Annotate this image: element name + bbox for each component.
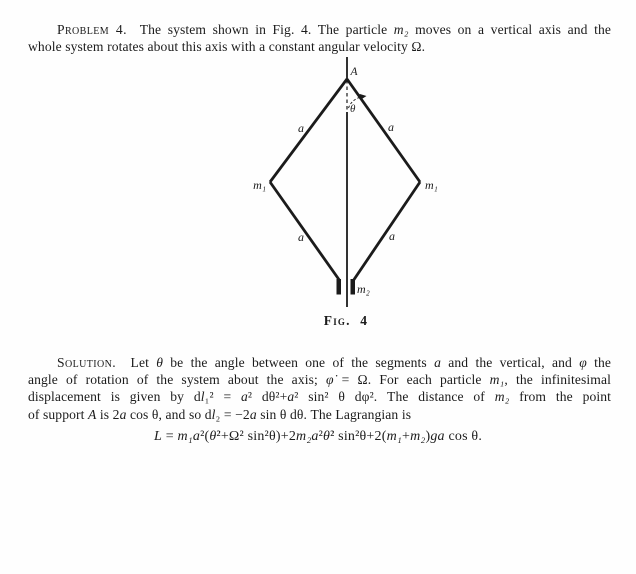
text-run: l xyxy=(200,389,205,405)
label-mass-m2: m₂ xyxy=(357,282,370,296)
text-run: m₁ xyxy=(489,372,505,388)
figure-caption: Fig. 4 xyxy=(323,313,369,328)
text-run: Solution. xyxy=(57,355,116,370)
text-line xyxy=(28,354,611,371)
text-run: sin θ dθ. The Lagrangian is xyxy=(256,406,412,422)
text-run: a xyxy=(119,406,127,422)
text-run: Let xyxy=(116,355,157,370)
text-run: Problem 4. xyxy=(57,22,127,37)
text-run: moves on a vertical axis and the xyxy=(408,22,612,37)
text-run: θ̇ xyxy=(323,429,331,444)
text-line xyxy=(28,38,611,55)
text-run: ² sin² θ dφ². The distance of xyxy=(294,389,495,405)
text-run: is 2 xyxy=(96,406,120,422)
text-run: = xyxy=(162,429,178,444)
text-line xyxy=(28,388,611,405)
text-run: L xyxy=(154,429,162,444)
text-run: φ̇ xyxy=(325,372,334,388)
rod-upper-left xyxy=(270,79,347,182)
text-run: A xyxy=(88,406,97,422)
text-run: m₂a xyxy=(296,429,319,444)
label-segment-a-lower-left: a xyxy=(298,230,304,244)
solution-paragraph xyxy=(28,354,611,423)
text-run: be the angle between one of the segments xyxy=(163,355,435,370)
rod-upper-right xyxy=(347,79,420,182)
text-run: ₂ = −2 xyxy=(215,406,250,422)
text-run: ² xyxy=(318,429,323,444)
text-run: a xyxy=(434,355,441,370)
text-run: ga xyxy=(430,429,445,444)
text-run: m₁ xyxy=(386,429,402,444)
text-run: whole system rotates about this axis with a constant angular velocity Ω. xyxy=(28,39,426,55)
text-line xyxy=(28,406,611,423)
text-run: ² dθ²+ xyxy=(247,389,288,405)
text-run: ) xyxy=(425,429,431,444)
text-run: displacement is given by d xyxy=(28,389,201,405)
label-mass-m1-left: m₁ xyxy=(253,178,266,192)
text-run: a xyxy=(287,389,295,405)
text-run: the xyxy=(586,355,611,370)
text-run: , the infinitesimal xyxy=(504,372,611,388)
text-run: θ̇ xyxy=(209,429,217,444)
text-run: l xyxy=(211,406,216,422)
rod-lower-left xyxy=(270,182,340,281)
text-run: + xyxy=(401,429,411,444)
rod-lower-right xyxy=(353,182,420,281)
text-run: cos θ, and so d xyxy=(126,406,212,422)
label-segment-a-lower-right: a xyxy=(389,229,395,243)
text-run: θ xyxy=(156,355,164,370)
label-point-A: A xyxy=(350,66,358,78)
text-run: φ xyxy=(579,355,587,370)
text-run: a xyxy=(249,406,257,422)
mass2-collar-right-bar xyxy=(351,279,356,295)
text-run: a xyxy=(241,389,248,405)
text-run: cos θ. xyxy=(444,429,483,444)
text-run: ₁² = xyxy=(204,389,242,405)
text-run: ²+Ω² sin²θ)+2 xyxy=(216,429,297,444)
text-line xyxy=(28,371,611,388)
text-run: m₂ xyxy=(494,389,510,405)
text-run: angle of rotation of the system about the axis; xyxy=(28,372,326,388)
text-run: ² sin²θ+2( xyxy=(330,429,387,444)
text-run: The system shown in Fig. 4. The particle xyxy=(126,22,394,37)
text-run: of support xyxy=(28,406,89,422)
figure-4-diagram xyxy=(240,55,460,310)
text-run: m₂ xyxy=(410,429,426,444)
text-run: and the vertical, and xyxy=(441,355,580,370)
problem-statement xyxy=(28,21,611,55)
text-run: ²( xyxy=(200,429,210,444)
text-run: = Ω. For each particle xyxy=(333,372,490,388)
text-run: m₁a xyxy=(177,429,201,444)
text-line xyxy=(28,21,611,38)
label-segment-a-upper-left: a xyxy=(298,121,304,135)
text-run: m₂ xyxy=(393,22,409,37)
label-angle-theta: θ xyxy=(350,103,356,115)
mass2-collar-left-bar xyxy=(337,279,342,295)
lagrangian-equation xyxy=(154,429,482,445)
label-mass-m1-right: m₁ xyxy=(425,178,438,192)
label-segment-a-upper-right: a xyxy=(388,120,394,134)
text-run: from the point xyxy=(509,389,612,405)
